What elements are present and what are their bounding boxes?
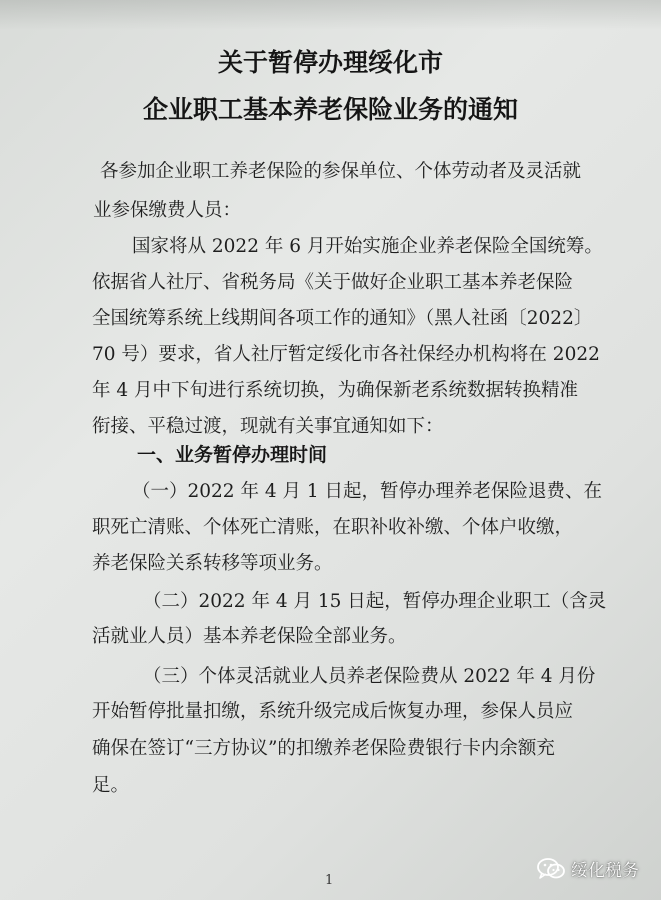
page-shadow — [0, 0, 661, 30]
salutation-line-2: 业参保缴费人员： — [93, 200, 242, 221]
intro-line-4: 70 号）要求，省人社厅暂定绥化市各社保经办机构将在 2022 — [92, 344, 600, 365]
item-3-line-3: 确保在签订“三方协议”的扣缴养老保险费银行卡内余额充 — [92, 738, 555, 759]
item-3-line-1: （三）个体灵活就业人员养老保险费从 2022 年 4 月份 — [143, 666, 596, 687]
wechat-icon — [537, 858, 565, 880]
title-line-2: 企业职工基本养老保险业务的通知 — [142, 95, 518, 124]
item-2-line-2: 活就业人员）基本养老保险全部业务。 — [92, 626, 407, 647]
section-1-heading: 一、业务暂停办理时间 — [137, 444, 328, 466]
page-number: 1 — [325, 873, 334, 888]
intro-line-6: 衔接、平稳过渡，现就有关事宜通知如下： — [92, 416, 444, 437]
item-1-line-3: 养老保险关系转移等项业务。 — [92, 553, 333, 574]
watermark-text: 绥化税务 — [571, 861, 639, 881]
item-1-line-2: 职死亡清账、个体死亡清账，在职补收补缴、个体户收缴， — [92, 517, 574, 538]
watermark — [537, 856, 639, 881]
intro-line-3: 全国统筹系统上线期间各项工作的通知》（黑人社函〔2022〕 — [92, 308, 593, 329]
item-3-line-2: 开始暂停批量扣缴，系统升级完成后恢复办理，参保人员应 — [92, 701, 574, 722]
intro-line-5: 年 4 月中下旬进行系统切换，为确保新老系统数据转换精准 — [92, 380, 579, 401]
salutation-line-1: 各参加企业职工养老保险的参保单位、个体劳动者及灵活就 — [100, 161, 582, 182]
item-2-line-1: （二）2022 年 4 月 15 日起，暂停办理企业职工（含灵 — [143, 591, 607, 612]
intro-line-2: 依据省人社厅、省税务局《关于做好企业职工基本养老保险 — [92, 272, 574, 293]
item-1-line-1: （一）2022 年 4 月 1 日起，暂停办理养老保险退费、在 — [132, 481, 603, 502]
document-title — [0, 44, 661, 129]
title-line-1: 关于暂停办理绥化市 — [217, 48, 443, 77]
intro-line-1: 国家将从 2022 年 6 月开始实施企业养老保险全国统筹。 — [132, 236, 603, 257]
item-3-line-4: 足。 — [92, 775, 130, 796]
